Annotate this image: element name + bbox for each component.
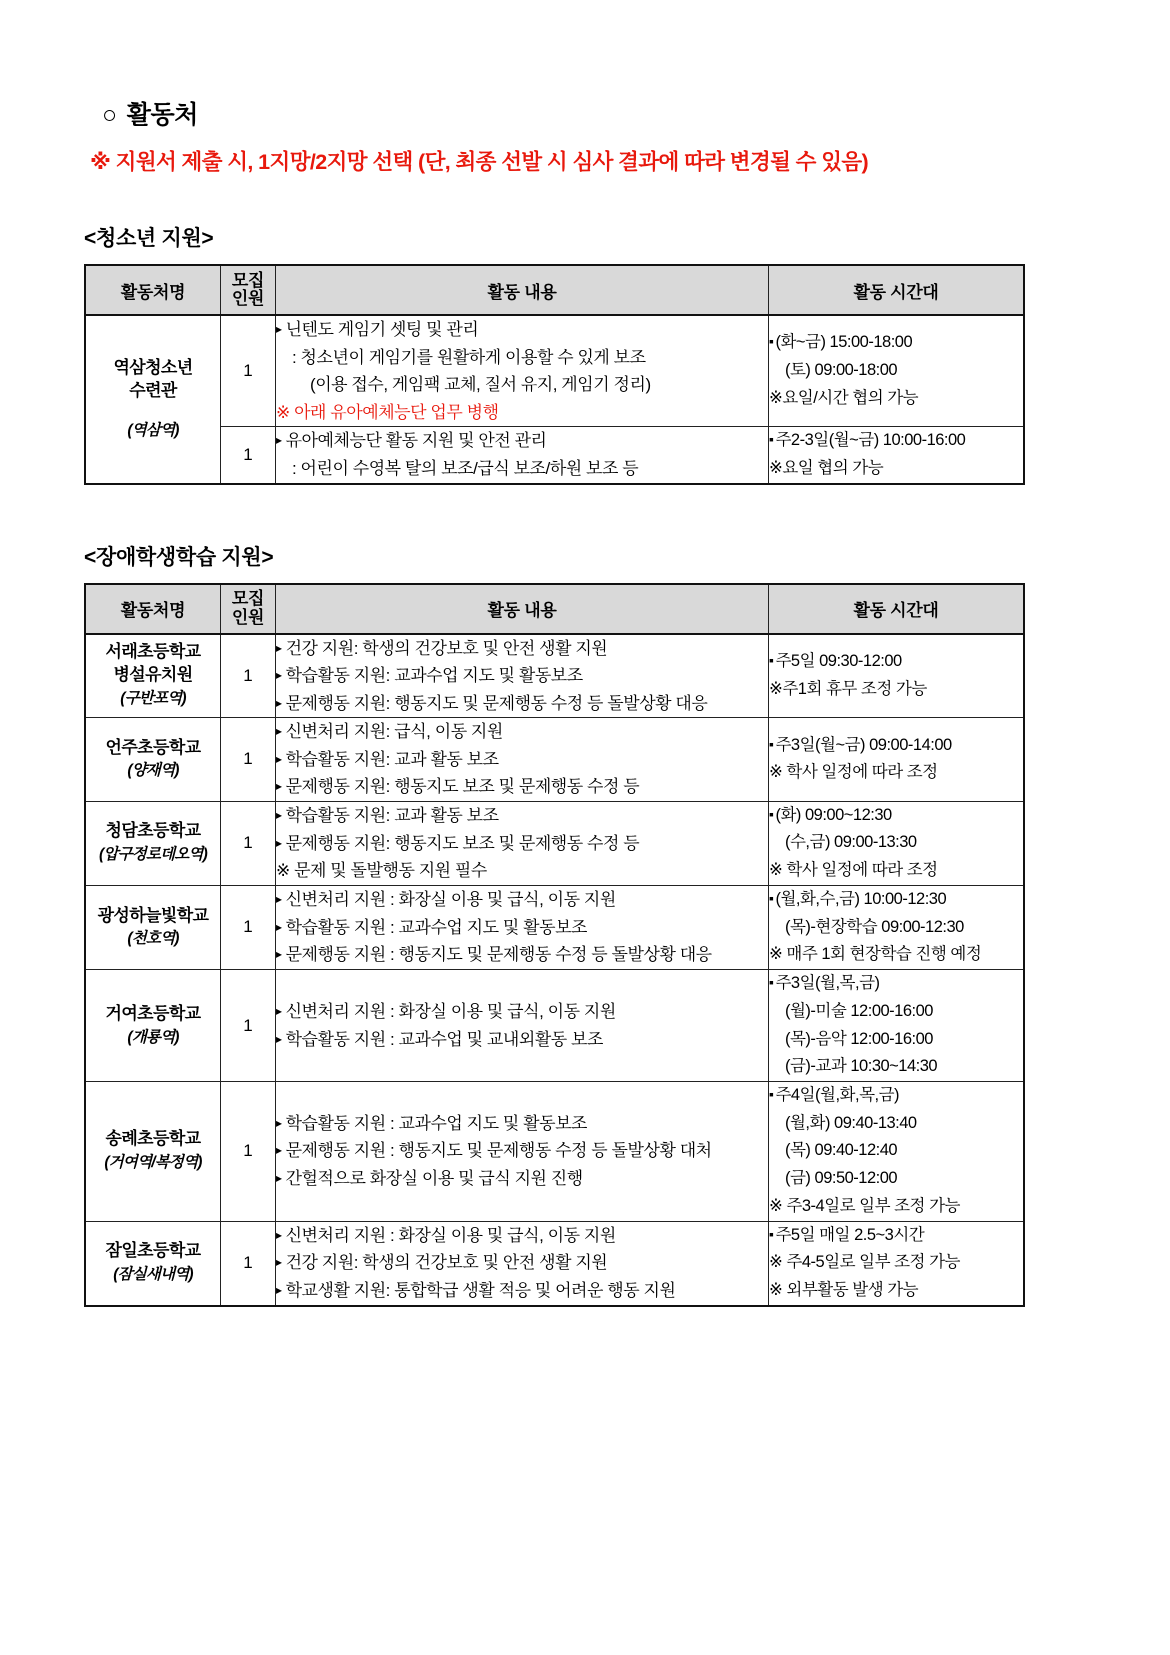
desc-line: ▸ 학습활동 지원 : 교과수업 지도 및 활동보조 (276, 914, 768, 942)
desc-line-highlight: ※ 아래 유아예체능단 업무 병행 (276, 402, 499, 422)
desc-line: ▸ 학습활동 지원: 교과 활동 보조 (276, 802, 768, 830)
cell-recruit-count: 1 (221, 885, 276, 969)
time-line: ▪ 주5일 매일 2.5~3시간 (769, 1222, 1023, 1250)
desc-line: ▸ 학교생활 지원: 통합학급 생활 적응 및 어려운 행동 지원 (276, 1277, 768, 1305)
cell-place-name (85, 1221, 221, 1306)
table1-head (85, 265, 1024, 315)
table1-label: <청소년 지원> (84, 227, 214, 250)
table1-header-row (85, 265, 1024, 315)
cell-place-name (85, 970, 221, 1082)
cell-recruit-count: 1 (221, 315, 276, 427)
time-line: (월)-미술 12:00-16:00 (785, 1001, 933, 1020)
cell-place-name (85, 315, 221, 484)
desc-line: ▸ 간헐적으로 화장실 이용 및 급식 지원 진행 (276, 1165, 768, 1193)
cell-activity-time (769, 970, 1025, 1082)
time-line: (토) 09:00-18:00 (785, 361, 898, 380)
time-line: ▪ (화) 09:00~12:30 (769, 802, 1023, 830)
cell-place-name (85, 634, 221, 718)
desc-line: ▸ 문제행동 지원 : 행동지도 및 문제행동 수정 등 돌발상황 대처 (276, 1137, 768, 1165)
table-row (85, 970, 1024, 1082)
time-line: ▪ 주4일(월,화,목,금) (769, 1082, 1023, 1110)
table1-body (85, 315, 1024, 484)
header-recruit-line1: 모집 (231, 270, 265, 290)
cell-activity-time (769, 1221, 1025, 1306)
cell-activity-desc (276, 1081, 769, 1221)
table2-header-row (85, 584, 1024, 634)
desc-line: ▸ 문제행동 지원 : 행동지도 및 문제행동 수정 등 돌발상황 대응 (276, 941, 768, 969)
time-line: ※ 매주 1회 현장학습 진행 예정 (769, 945, 982, 964)
desc-line-note: ※ 문제 및 돌발행동 지원 필수 (276, 861, 487, 881)
header-recruit-line2: 인원 (231, 607, 265, 627)
time-line: (수,금) 09:00-13:30 (785, 833, 917, 852)
table-row (85, 1221, 1024, 1306)
header-activity-desc: 활동 내용 (276, 265, 769, 315)
desc-line: ▸ 문제행동 지원: 행동지도 보조 및 문제행동 수정 등 (276, 830, 768, 858)
cell-activity-time (769, 801, 1025, 885)
table-row (85, 427, 1024, 484)
time-line: ※ 학사 일정에 따라 조정 (769, 763, 938, 782)
cell-activity-time (769, 1081, 1025, 1221)
header-place-name: 활동처명 (85, 584, 221, 634)
desc-line: ▸ 학습활동 지원 : 교과수업 지도 및 활동보조 (276, 1110, 768, 1138)
cell-place-name (85, 718, 221, 802)
place-name-line1: 거여초등학교 (105, 1003, 201, 1023)
cell-activity-desc (276, 970, 769, 1082)
time-line: ※ 주4-5일로 일부 조정 가능 (769, 1253, 960, 1272)
cell-place-name (85, 885, 221, 969)
place-station: (잠실새내역) (113, 1266, 193, 1284)
place-name-line1: 서래초등학교 (105, 642, 201, 662)
place-name-line1: 청담초등학교 (105, 821, 201, 841)
cell-recruit-count: 1 (221, 634, 276, 718)
time-line: ▪ (화~금) 15:00-18:00 (769, 329, 1023, 357)
place-station: (양재역) (127, 762, 179, 780)
desc-line: ▸ 신변처리 지원: 급식, 이동 지원 (276, 718, 768, 746)
place-station: (개룡역) (127, 1028, 179, 1046)
place-station: (천호역) (127, 930, 179, 948)
cell-activity-desc (276, 427, 769, 484)
cell-recruit-count: 1 (221, 1081, 276, 1221)
cell-recruit-count: 1 (221, 970, 276, 1082)
cell-activity-desc (276, 801, 769, 885)
table1-wrapper (84, 264, 1086, 485)
desc-line: : 청소년이 게임기를 원활하게 이용할 수 있게 보조 (292, 347, 646, 367)
header-recruit-count (221, 584, 276, 634)
page-title (102, 95, 1086, 131)
time-line: (금)-교과 10:30~14:30 (785, 1057, 938, 1076)
place-name-line1: 언주초등학교 (105, 737, 201, 757)
desc-line: ▸ 문제행동 지원: 행동지도 보조 및 문제행동 수정 등 (276, 773, 768, 801)
place-name-line1: 잠일초등학교 (105, 1241, 201, 1261)
desc-line: (이용 접수, 게임팩 교체, 질서 유지, 게임기 정리) (310, 375, 651, 395)
table-row (85, 1081, 1024, 1221)
disability-learning-support-table (84, 583, 1025, 1307)
circle-bullet-icon: ○ (102, 101, 117, 129)
notice-text: ※ 지원서 제출 시, 1지망/2지망 선택 (단, 최종 선발 시 심사 결과에 따라 변경될 수 있음) (90, 150, 869, 174)
cell-activity-time (769, 315, 1025, 427)
cell-activity-desc (276, 1221, 769, 1306)
table2-wrapper (84, 583, 1086, 1307)
place-name-line1: 역삼청소년 (113, 357, 193, 377)
desc-line: : 어린이 수영복 탈의 보조/급식 보조/하원 보조 등 (292, 458, 639, 478)
cell-activity-desc (276, 315, 769, 427)
cell-activity-time (769, 885, 1025, 969)
time-line: ※ 주3-4일로 일부 조정 가능 (769, 1196, 960, 1215)
section-spacer (84, 485, 1086, 541)
table2-label: <장애학생학습 지원> (84, 545, 274, 569)
desc-line: ▸ 신변처리 지원 : 화장실 이용 및 급식, 이동 지원 (276, 886, 768, 914)
cell-recruit-count: 1 (221, 1221, 276, 1306)
table-row (85, 634, 1024, 718)
cell-activity-desc (276, 718, 769, 802)
desc-line: ▸ 학습활동 지원 : 교과수업 및 교내외활동 보조 (276, 1026, 768, 1054)
place-station: (구반포역) (120, 690, 186, 708)
cell-place-name (85, 801, 221, 885)
cell-activity-desc (276, 634, 769, 718)
time-line: ▪ 주2-3일(월~금) 10:00-16:00 (769, 427, 1023, 455)
time-line: ※ 학사 일정에 따라 조정 (769, 861, 938, 880)
cell-activity-time (769, 634, 1025, 718)
desc-line: ▸ 유아예체능단 활동 지원 및 안전 관리 (276, 427, 768, 455)
table-row (85, 718, 1024, 802)
cell-recruit-count: 1 (221, 718, 276, 802)
cell-recruit-count: 1 (221, 801, 276, 885)
youth-support-table (84, 264, 1025, 485)
time-line: ※요일 협의 가능 (769, 458, 884, 477)
place-name-line1: 송례초등학교 (105, 1129, 201, 1149)
cell-activity-time (769, 718, 1025, 802)
header-place-name: 활동처명 (85, 265, 221, 315)
time-line: ※주1회 휴무 조정 가능 (769, 679, 927, 698)
desc-line: ▸ 학습활동 지원: 교과수업 지도 및 활동보조 (276, 662, 768, 690)
header-recruit-count (221, 265, 276, 315)
cell-activity-desc (276, 885, 769, 969)
header-recruit-line2: 인원 (231, 289, 265, 308)
time-line: (목)-음악 12:00-16:00 (785, 1029, 933, 1048)
time-line: ※ 외부활동 발생 가능 (769, 1280, 919, 1299)
table2-head (85, 584, 1024, 634)
desc-line: ▸ 닌텐도 게임기 셋팅 및 관리 (276, 316, 768, 344)
place-name-line1: 광성하늘빛학교 (97, 905, 209, 925)
cell-activity-time (769, 427, 1025, 484)
place-station: (압구정로데오역) (99, 846, 207, 864)
place-name-line2: 수련관 (129, 380, 177, 400)
place-station: (거여역/복정역) (104, 1154, 202, 1172)
desc-line: ▸ 건강 지원: 학생의 건강보호 및 안전 생활 지원 (276, 1249, 768, 1277)
time-line: ▪ (월,화,수,금) 10:00-12:30 (769, 886, 1023, 914)
time-line: ※요일/시간 협의 가능 (769, 388, 919, 407)
header-activity-desc: 활동 내용 (276, 584, 769, 634)
time-line: (목) 09:40-12:40 (785, 1141, 898, 1160)
place-name-line2: 병설유치원 (113, 665, 193, 685)
header-activity-time: 활동 시간대 (769, 584, 1025, 634)
time-line: ▪ 주5일 09:30-12:00 (769, 648, 1023, 676)
desc-line: ▸ 학습활동 지원: 교과 활동 보조 (276, 746, 768, 774)
page-title-text: 활동처 (126, 101, 198, 129)
time-line: ▪ 주3일(월~금) 09:00-14:00 (769, 732, 1023, 760)
time-line: (월,화) 09:40-13:40 (785, 1113, 917, 1132)
table-row (85, 885, 1024, 969)
desc-line: ▸ 신변처리 지원 : 화장실 이용 및 급식, 이동 지원 (276, 998, 768, 1026)
cell-recruit-count: 1 (221, 427, 276, 484)
header-activity-time: 활동 시간대 (769, 265, 1025, 315)
place-station: (역삼역) (127, 421, 179, 439)
table-row (85, 315, 1024, 427)
header-recruit-line1: 모집 (231, 589, 265, 609)
time-line: (목)-현장학습 09:00-12:30 (785, 917, 964, 936)
desc-line: ▸ 건강 지원: 학생의 건강보호 및 안전 생활 지원 (276, 635, 768, 663)
cell-place-name (85, 1081, 221, 1221)
desc-line: ▸ 문제행동 지원: 행동지도 및 문제행동 수정 등 돌발상황 대응 (276, 690, 768, 718)
time-line: (금) 09:50-12:00 (785, 1169, 898, 1188)
time-line: ▪ 주3일(월,목,금) (769, 970, 1023, 998)
table2-body (85, 634, 1024, 1306)
table-row (85, 801, 1024, 885)
desc-line: ▸ 신변처리 지원 : 화장실 이용 및 급식, 이동 지원 (276, 1222, 768, 1250)
